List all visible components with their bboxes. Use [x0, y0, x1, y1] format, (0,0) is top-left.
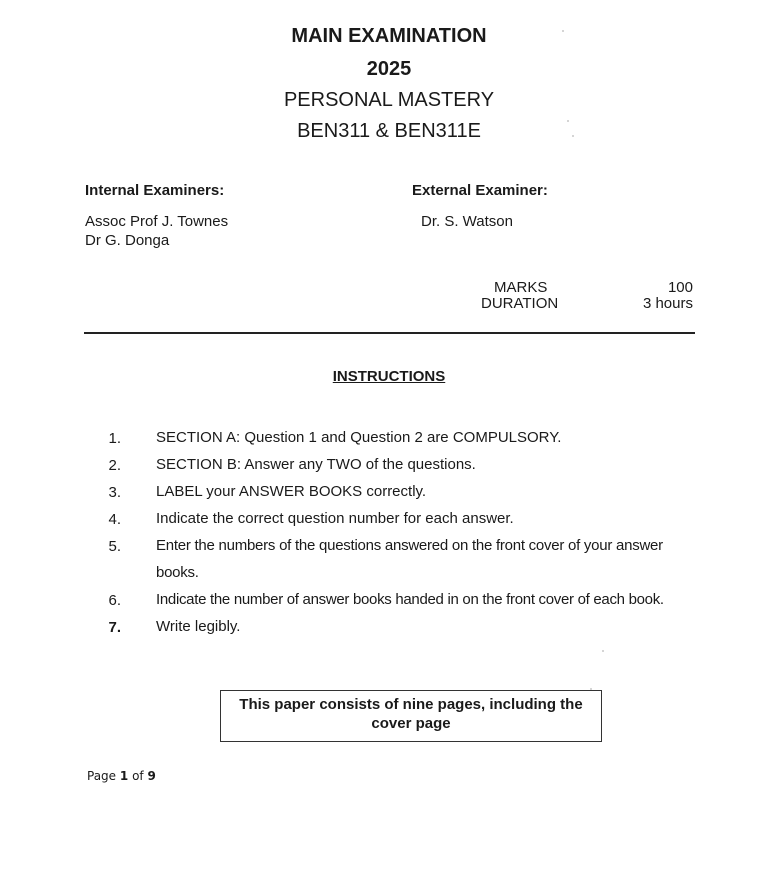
- page-count-notice: [220, 690, 602, 742]
- marks-label: MARKS: [494, 279, 548, 296]
- instruction-text: Indicate the number of answer books handed in on the front cover of each book.: [156, 591, 664, 608]
- current-page: 1: [119, 769, 129, 783]
- marks-value: 100: [667, 279, 693, 296]
- instruction-number: 6.: [108, 592, 121, 609]
- instruction-text: Enter the numbers of the questions answered on the front cover of your answer books.: [156, 537, 663, 581]
- exam-title: MAIN EXAMINATION: [291, 25, 487, 47]
- total-pages: 9: [147, 769, 156, 783]
- page-word: Page: [87, 769, 117, 783]
- instruction-number: 3.: [108, 484, 121, 501]
- duration-value: 3 hours: [642, 295, 693, 312]
- notice-line-1: This paper consists of nine pages, including the: [239, 696, 583, 713]
- instructions-heading: INSTRUCTIONS: [332, 368, 446, 385]
- header-divider: [84, 332, 695, 334]
- scan-speck: [567, 120, 569, 122]
- scan-speck: [590, 688, 592, 690]
- scan-speck: [572, 135, 574, 137]
- page-number: [87, 769, 156, 783]
- notice-line-2: cover page: [371, 715, 451, 732]
- instruction-number: 5.: [108, 538, 121, 555]
- external-examiner: Dr. S. Watson: [421, 213, 513, 230]
- instruction-number: 7.: [108, 619, 121, 636]
- instruction-text: LABEL your ANSWER BOOKS correctly.: [156, 483, 427, 500]
- duration-label: DURATION: [481, 295, 559, 312]
- internal-examiner-2: Dr G. Donga: [85, 232, 170, 249]
- internal-examiner-1: Assoc Prof J. Townes: [85, 213, 229, 230]
- course-code: BEN311 & BEN311E: [297, 120, 481, 142]
- instruction-number: 4.: [108, 511, 121, 528]
- scan-speck: [602, 650, 604, 652]
- of-word: of: [132, 769, 144, 783]
- exam-year: 2025: [366, 58, 412, 80]
- instruction-number: 1.: [108, 430, 121, 447]
- external-examiner-label: External Examiner:: [412, 182, 548, 199]
- instruction-text: SECTION A: Question 1 and Question 2 are COMPULSORY.: [156, 429, 562, 446]
- instruction-text: Indicate the correct question number for each answer.: [156, 510, 514, 527]
- instruction-text: SECTION B: Answer any TWO of the questions.: [156, 456, 476, 473]
- course-name: PERSONAL MASTERY: [283, 89, 495, 111]
- internal-examiners-label: Internal Examiners:: [85, 182, 225, 199]
- instruction-text: Write legibly.: [156, 618, 241, 635]
- scan-speck: [562, 30, 564, 32]
- instruction-number: 2.: [108, 457, 121, 474]
